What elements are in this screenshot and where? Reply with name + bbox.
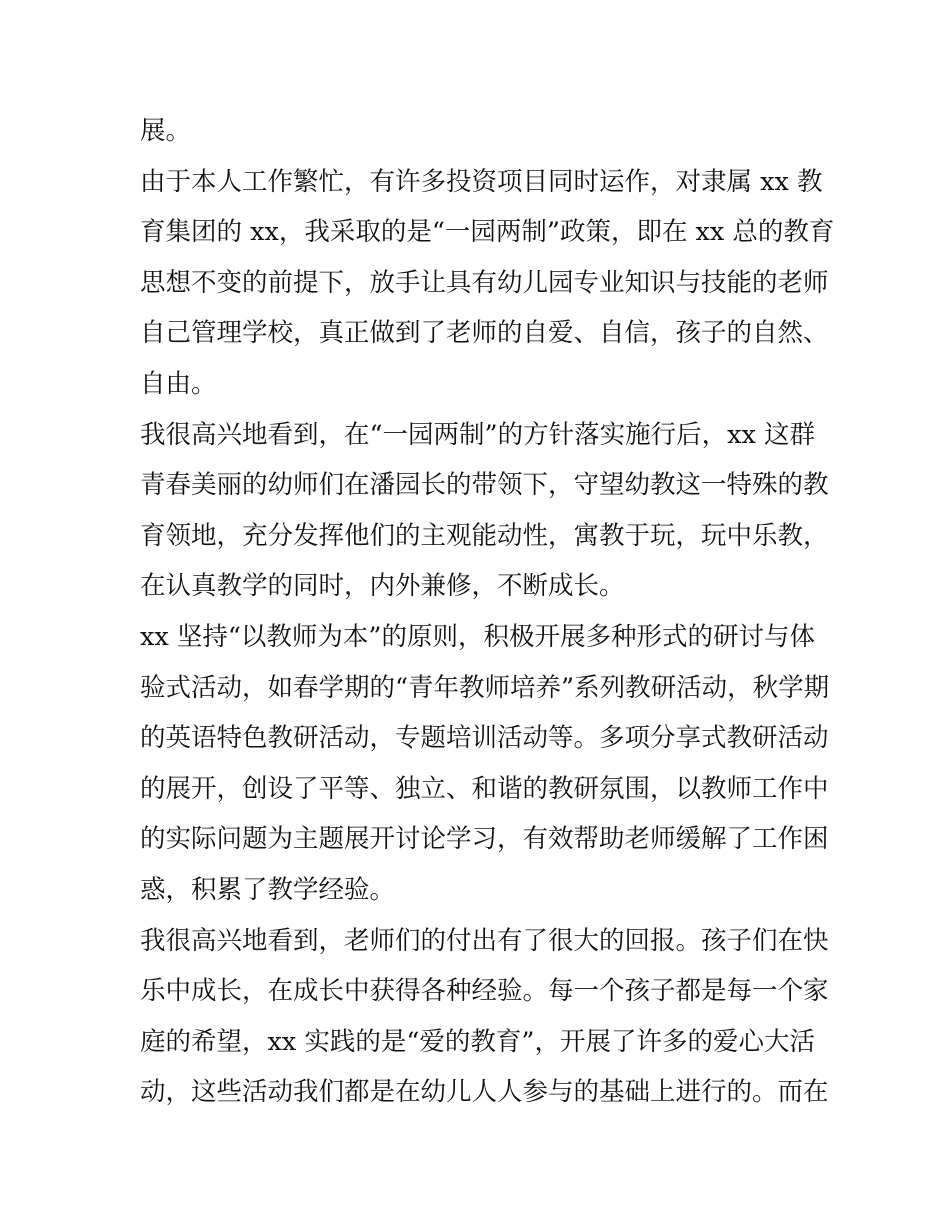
text-line: 展。 — [140, 116, 192, 146]
text-line: 乐中成长，在成长中获得各种经验。每一个孩子都是每一个家 — [140, 976, 829, 1007]
text-line: 育集团的 xx，我采取的是“一园两制”政策，即在 xx 总的教育 — [140, 217, 835, 248]
text-line: 自由。 — [140, 368, 217, 399]
text-line: 我很高兴地看到，在“一园两制”的方针落实施行后，xx 这群 — [140, 419, 815, 450]
text-line: 的英语特色教研活动，专题培训活动等。多项分享式教研活动 — [140, 723, 829, 754]
text-line: 我很高兴地看到，老师们的付出有了很大的回报。孩子们在快 — [140, 925, 829, 956]
text-line: 育领地，充分发挥他们的主观能动性，寓教于玩，玩中乐教， — [140, 520, 829, 551]
text-line: xx 坚持“以教师为本”的原则，积极开展多种形式的研讨与体 — [140, 621, 815, 652]
text-line: 惑，积累了教学经验。 — [140, 874, 396, 905]
text-line: 的实际问题为主题展开讨论学习，有效帮助老师缓解了工作困 — [140, 824, 829, 855]
text-line: 青春美丽的幼师们在潘园长的带领下，守望幼教这一特殊的教 — [140, 470, 829, 501]
text-line: 庭的希望，xx 实践的是“爱的教育”，开展了许多的爱心大活 — [140, 1026, 815, 1057]
text-line: 验式活动，如春学期的“青年教师培养”系列教研活动，秋学期 — [140, 672, 830, 703]
text-line: 的展开，创设了平等、独立、和谐的教研氛围，以教师工作中 — [140, 773, 829, 804]
body-text — [140, 106, 835, 1118]
text-line: 自己管理学校，真正做到了老师的自爱、自信，孩子的自然、 — [140, 318, 829, 349]
text-line: 思想不变的前提下，放手让具有幼儿园专业知识与技能的老师 — [140, 267, 829, 298]
text-line: 由于本人工作繁忙，有许多投资项目同时运作，对隶属 xx 教 — [140, 166, 823, 197]
text-line: 动，这些活动我们都是在幼儿人人参与的基础上进行的。而在 — [140, 1077, 829, 1108]
text-line: 在认真教学的同时，内外兼修，不断成长。 — [140, 571, 625, 602]
